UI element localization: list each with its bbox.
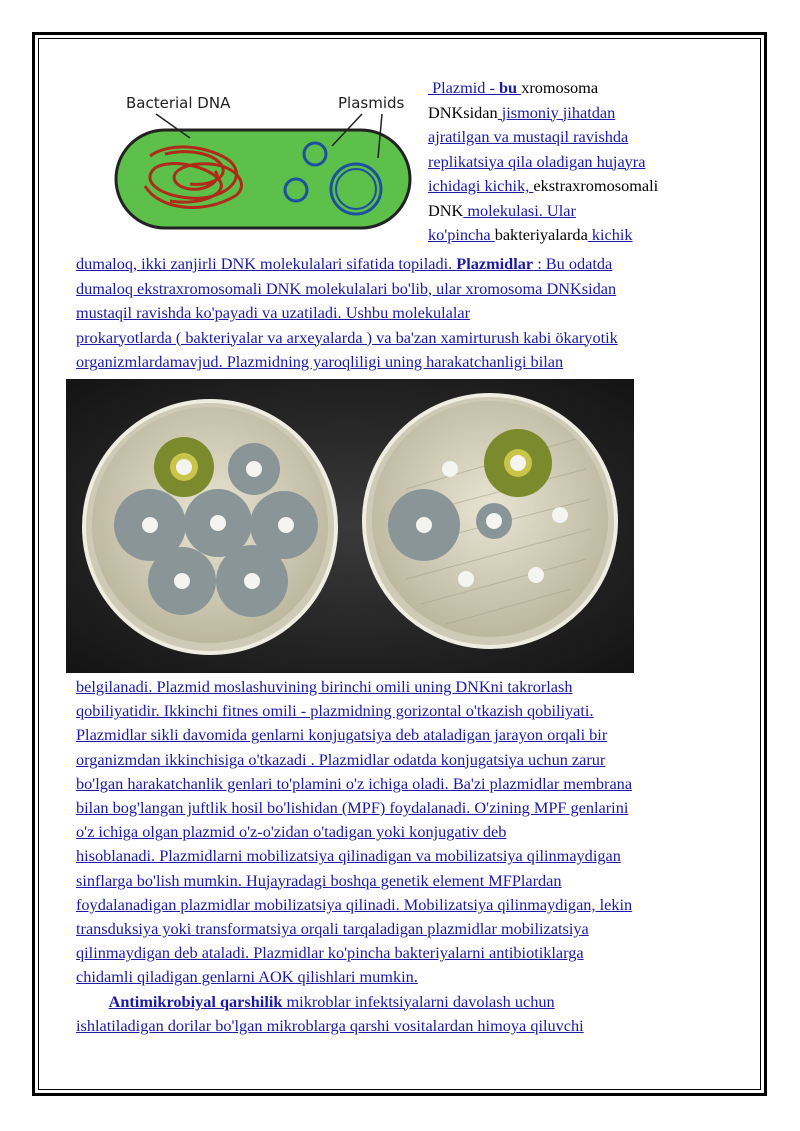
text-line [428,103,615,123]
text-line [76,328,618,348]
text-line [76,871,562,891]
text-run: bakteriyalarda [494,225,588,244]
text-link[interactable]: kichik [587,225,633,244]
text-link[interactable]: transduksiya yoki transformatsiya orqali tarqaladigan plazmidlar mobilizatsiya [76,919,589,938]
text-run: xromosoma [521,78,599,97]
text-line [76,967,418,987]
text-link[interactable]: Plazmidlar sikli davomida genlarni konjugatsiya deb ataladigan jarayon orqali bir [76,725,608,745]
text-run: DNKsidan [428,102,498,122]
text-link[interactable]: ishlatiladigan dorilar bo'lgan mikroblarga qarshi vositalardan himoya qiluvchi [76,1015,584,1035]
text-link[interactable]: molekulasi. Ular [463,200,576,220]
text-link[interactable]: belgilanadi. Plazmid moslashuvining birinchi omili uning DNKni takrorlash [76,677,573,696]
plasmids-label: Plasmids [338,94,405,112]
text-line [76,303,470,323]
text-link[interactable]: bo'lgan harakatchanlik genlari to'plamini o'z ichiga oladi. Ba'zi plazmidlar membrana [76,773,633,793]
text-line [76,992,555,1012]
text-line [76,1016,584,1036]
text-line [428,152,645,172]
text-link[interactable]: foydalanadigan plazmidlar mobilizatsiya qilinadi. Mobilizatsiya qilinmaydigan, lekin [76,894,633,914]
text-line [76,701,594,721]
text-line [76,254,612,274]
text-line [76,919,589,939]
text-link[interactable]: qilinmaydigan deb ataladi. Plazmidlar ko'pincha bakteriyalarni antibiotiklarga [76,943,584,963]
bacterial-cell-diagram [110,86,420,236]
text-link[interactable]: dumaloq ekstraxromosomali DNK molekulalari bo'lib, ular xromosoma DNKsidan [76,278,617,298]
text-link[interactable]: replikatsiya qila oladigan hujayra [428,151,646,171]
text-line [428,201,576,221]
petri-dish-left [84,401,336,653]
text-link[interactable]: Plazmid - [428,78,499,97]
text-link[interactable]: dumaloq, ikki zanjirli DNK molekulalari sifatida topiladi. [76,254,457,273]
text-line [76,279,616,299]
text-line [76,895,632,915]
text-link[interactable]: mustaqil ravishda ko'payadi va uzatiladi. Ushbu molekulalar [76,303,471,322]
text-link[interactable]: prokaryotlarda ( bakteriyalar va arxeyalarda ) va ba'zan xamirturush kabi ökaryotik [76,327,618,347]
text-line [76,943,584,963]
text-line [76,774,632,794]
text-link[interactable]: organizmlardamavjud. Plazmidning yaroqliligi uning harakatchanligi bilan [76,352,564,371]
text-link[interactable]: o'z ichiga olgan plazmid o'z-o'zidan o'tadigan yoki konjugativ deb [76,822,507,842]
text-run: DNK [428,200,464,220]
text-line [76,725,607,745]
text-link[interactable]: mikroblar infektsiyalarni davolash uchun [282,991,555,1011]
text-link[interactable]: hisoblanadi. Plazmidlarni mobilizatsiya qilinadigan va mobilizatsiya qilinmaydigan [76,846,621,866]
petri-dish-photo [66,379,634,673]
text-line [76,822,506,842]
text-link[interactable]: : Bu odatda [533,254,613,273]
text-link[interactable]: jismoniy jihatdan [497,102,616,122]
text-line [76,750,605,770]
text-line [76,352,563,372]
text-line [428,78,598,98]
text-link[interactable]: Antimikrobiyal qarshilik [108,991,283,1011]
bacterial-dna-label: Bacterial DNA [126,94,231,112]
text-line [76,798,628,818]
petri-dish-right [364,395,616,647]
text-line [428,176,658,196]
text-link[interactable]: ko'pincha [428,225,495,244]
text-line [428,127,628,147]
text-line [76,677,573,697]
text-run: ekstraxromosomali [533,176,659,195]
text-link[interactable]: ajratilgan va mustaqil ravishda [428,127,629,146]
text-link[interactable]: chidamli qiladigan genlarni AOK qilishlari mumkin. [76,967,418,987]
text-link[interactable]: organizmdan ikkinchisiga o'tkazadi . Plazmidlar odatda konjugatsiya uchun zarur [76,749,606,769]
text-line [76,846,621,866]
text-run [76,992,109,1011]
text-link[interactable]: Plazmidlar [456,254,534,273]
text-link[interactable]: ichidagi kichik, [428,176,534,195]
text-link[interactable]: bu [499,78,522,97]
text-link[interactable]: qobiliyatidir. Ikkinchi fitnes omili - plazmidning gorizontal o'tkazish qobiliyati. [76,701,594,721]
text-line [428,225,633,245]
text-link[interactable]: bilan bog'langan juftlik hosil bo'lishidan (MPF) foydalanadi. O'zining MPF genlarini [76,798,629,817]
text-link[interactable]: sinflarga bo'lish mumkin. Hujayradagi boshqa genetik element MFPlardan [76,870,562,890]
